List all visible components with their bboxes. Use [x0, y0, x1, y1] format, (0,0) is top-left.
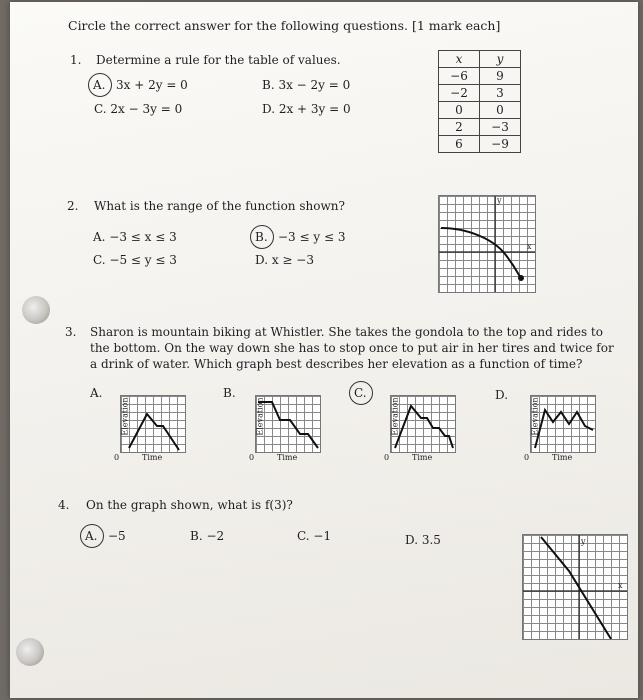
q3-line-1: Sharon is mountain biking at Whistler. She takes the gondola to the top and rides to — [90, 325, 603, 339]
q4-y-axis-label: y — [581, 537, 586, 546]
q1-option-a[interactable]: 3x + 2y = 0 — [116, 78, 188, 92]
q4-option-d[interactable]: D. 3.5 — [405, 533, 441, 547]
q2-option-b[interactable]: −3 ≤ y ≤ 3 — [278, 230, 346, 244]
q3-option-c[interactable]: C. — [354, 386, 367, 400]
q2-x-axis-label: x — [527, 242, 532, 251]
q3-graph-a-xlabel: Time — [142, 453, 163, 462]
q3-graph-b-ylabel: Elevation — [255, 397, 265, 436]
q1-table-of-values — [438, 50, 521, 153]
q3-graph-a[interactable] — [120, 395, 186, 453]
q4-option-a[interactable]: −5 — [108, 529, 126, 543]
q1-table-cell: −3 — [480, 119, 521, 136]
q1-table-cell: −6 — [439, 68, 480, 85]
q3-number: 3. — [65, 325, 77, 339]
q2-option-a[interactable]: A. −3 ≤ x ≤ 3 — [93, 230, 177, 244]
q4-number: 4. — [58, 498, 70, 512]
q3-graph-c-origin: 0 — [384, 453, 390, 462]
worksheet-page — [10, 2, 638, 698]
q4-question: On the graph shown, what is f(3)? — [86, 498, 293, 512]
q3-line-3: a drink of water. Which graph best describes her elevation as a function of time? — [90, 357, 583, 371]
q3-graph-d[interactable] — [530, 395, 596, 453]
q1-table-header-x: x — [455, 52, 463, 66]
q4-option-c[interactable]: C. −1 — [297, 529, 332, 543]
q1-table-cell: −9 — [480, 136, 521, 153]
q3-graph-d-xlabel: Time — [552, 453, 573, 462]
binder-hole-top — [22, 296, 50, 324]
q1-option-c[interactable]: C. 2x − 3y = 0 — [94, 102, 183, 116]
q4-function-graph — [522, 534, 628, 640]
q3-graph-a-origin: 0 — [114, 453, 120, 462]
q1-table-cell: 3 — [480, 85, 521, 102]
q1-table-cell: 2 — [439, 119, 480, 136]
instructions-header: Circle the correct answer for the following questions. [1 mark each] — [68, 18, 501, 33]
q2-option-b-letter[interactable]: B. — [255, 230, 268, 244]
q1-table-cell: 0 — [439, 102, 480, 119]
q4-option-b[interactable]: B. −2 — [190, 529, 225, 543]
q3-graph-c[interactable] — [390, 395, 456, 453]
q2-curve — [439, 196, 535, 292]
q3-graph-b-xlabel: Time — [277, 453, 298, 462]
q2-option-c[interactable]: C. −5 ≤ y ≤ 3 — [93, 253, 177, 267]
q3-graph-c-xlabel: Time — [412, 453, 433, 462]
q4-line — [523, 535, 627, 639]
q4-option-a-letter[interactable]: A. — [85, 529, 98, 543]
q3-option-a[interactable]: A. — [90, 386, 103, 400]
q2-question: What is the range of the function shown? — [94, 199, 345, 213]
q1-table-cell: −2 — [439, 85, 480, 102]
q3-graph-b-origin: 0 — [249, 453, 255, 462]
q2-function-graph — [438, 195, 536, 293]
q3-graph-a-ylabel: Elevation — [120, 397, 130, 436]
q2-option-d[interactable]: D. x ≥ −3 — [255, 253, 314, 267]
q3-option-b[interactable]: B. — [223, 386, 236, 400]
q3-graph-b[interactable] — [255, 395, 321, 453]
q3-graph-d-ylabel: Elevation — [530, 397, 540, 436]
q1-table-cell: 6 — [439, 136, 480, 153]
q1-option-d[interactable]: D. 2x + 3y = 0 — [262, 102, 351, 116]
q3-option-d[interactable]: D. — [495, 388, 509, 402]
q3-graph-c-ylabel: Elevation — [390, 397, 400, 436]
q1-question: Determine a rule for the table of values. — [96, 53, 341, 67]
q1-table-cell: 0 — [480, 102, 521, 119]
q2-number: 2. — [67, 199, 79, 213]
q3-graph-d-origin: 0 — [524, 453, 530, 462]
q1-option-a-letter[interactable]: A. — [93, 78, 106, 92]
q4-x-axis-label: x — [618, 581, 623, 590]
q1-table-cell: 9 — [480, 68, 521, 85]
q1-option-b[interactable]: B. 3x − 2y = 0 — [262, 78, 351, 92]
q1-table-header-y: y — [496, 52, 504, 66]
binder-hole-bottom — [16, 638, 44, 666]
q3-line-2: the bottom. On the way down she has to stop once to put air in her tires and twice for — [90, 341, 614, 355]
q1-number: 1. — [70, 53, 82, 67]
q2-y-axis-label: y — [497, 196, 502, 205]
